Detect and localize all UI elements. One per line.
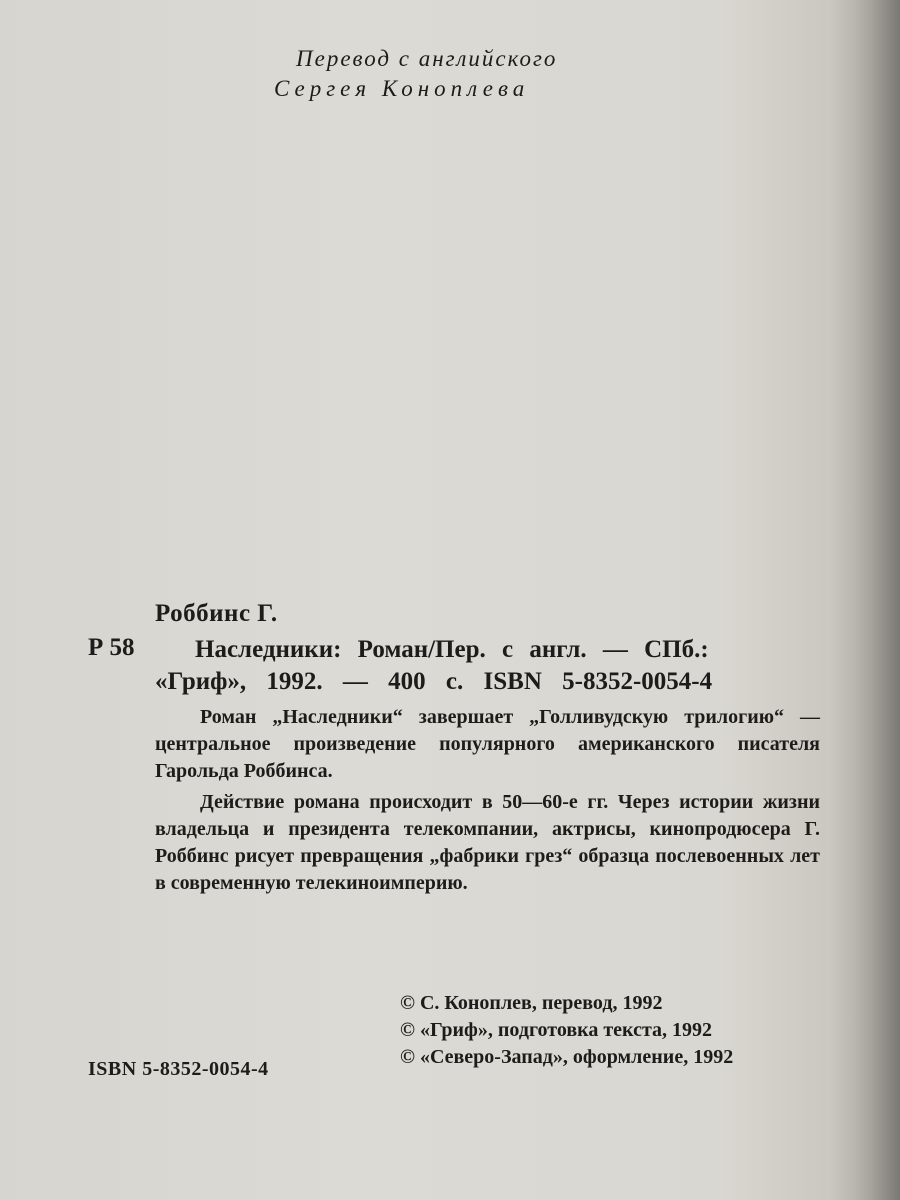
copyright-block	[400, 990, 830, 1071]
translation-credit	[274, 44, 650, 104]
catalog-entry-text-2: «Гриф», 1992. — 400 с. ISBN 5-8352-0054-4	[155, 668, 713, 695]
annotation	[155, 704, 820, 897]
catalog-entry-text-1: Наследники: Роман/Пер. с англ. — СПб.:	[195, 636, 709, 663]
catalog-author: Роббинс Г.	[155, 600, 278, 627]
page-edge-shadow	[830, 0, 900, 1200]
translation-line-2: Сергея Коноплева	[274, 76, 530, 101]
catalog-entry	[155, 634, 815, 698]
annotation-paragraph-1: Роман „Наследники“ завершает „Голливудскую трилогию“ — центральное произведение популярного американского писателя Гарольда Роббинса.	[155, 706, 820, 782]
translation-line-1: Перевод с английского	[296, 46, 558, 71]
copyright-line-2: © «Гриф», подготовка текста, 1992	[400, 1019, 713, 1041]
catalog-code: Р 58	[88, 634, 135, 661]
catalog-entry-line-2	[155, 666, 815, 698]
annotation-paragraph-2: Действие романа происходит в 50—60-е гг. Через истории жизни владельца и президента телекомпании, актрисы, кинопродюсера Г. Роббинс рисует превращения „фабрики грез“ образца послевоенных лет в современную телекиноимперию.	[155, 791, 820, 894]
catalog-entry-line-1	[195, 634, 815, 666]
copyright-line-3: © «Северо-Запад», оформление, 1992	[400, 1046, 734, 1068]
copyright-line-1: © С. Коноплев, перевод, 1992	[400, 992, 663, 1014]
isbn-number: ISBN 5-8352-0054-4	[88, 1058, 269, 1080]
